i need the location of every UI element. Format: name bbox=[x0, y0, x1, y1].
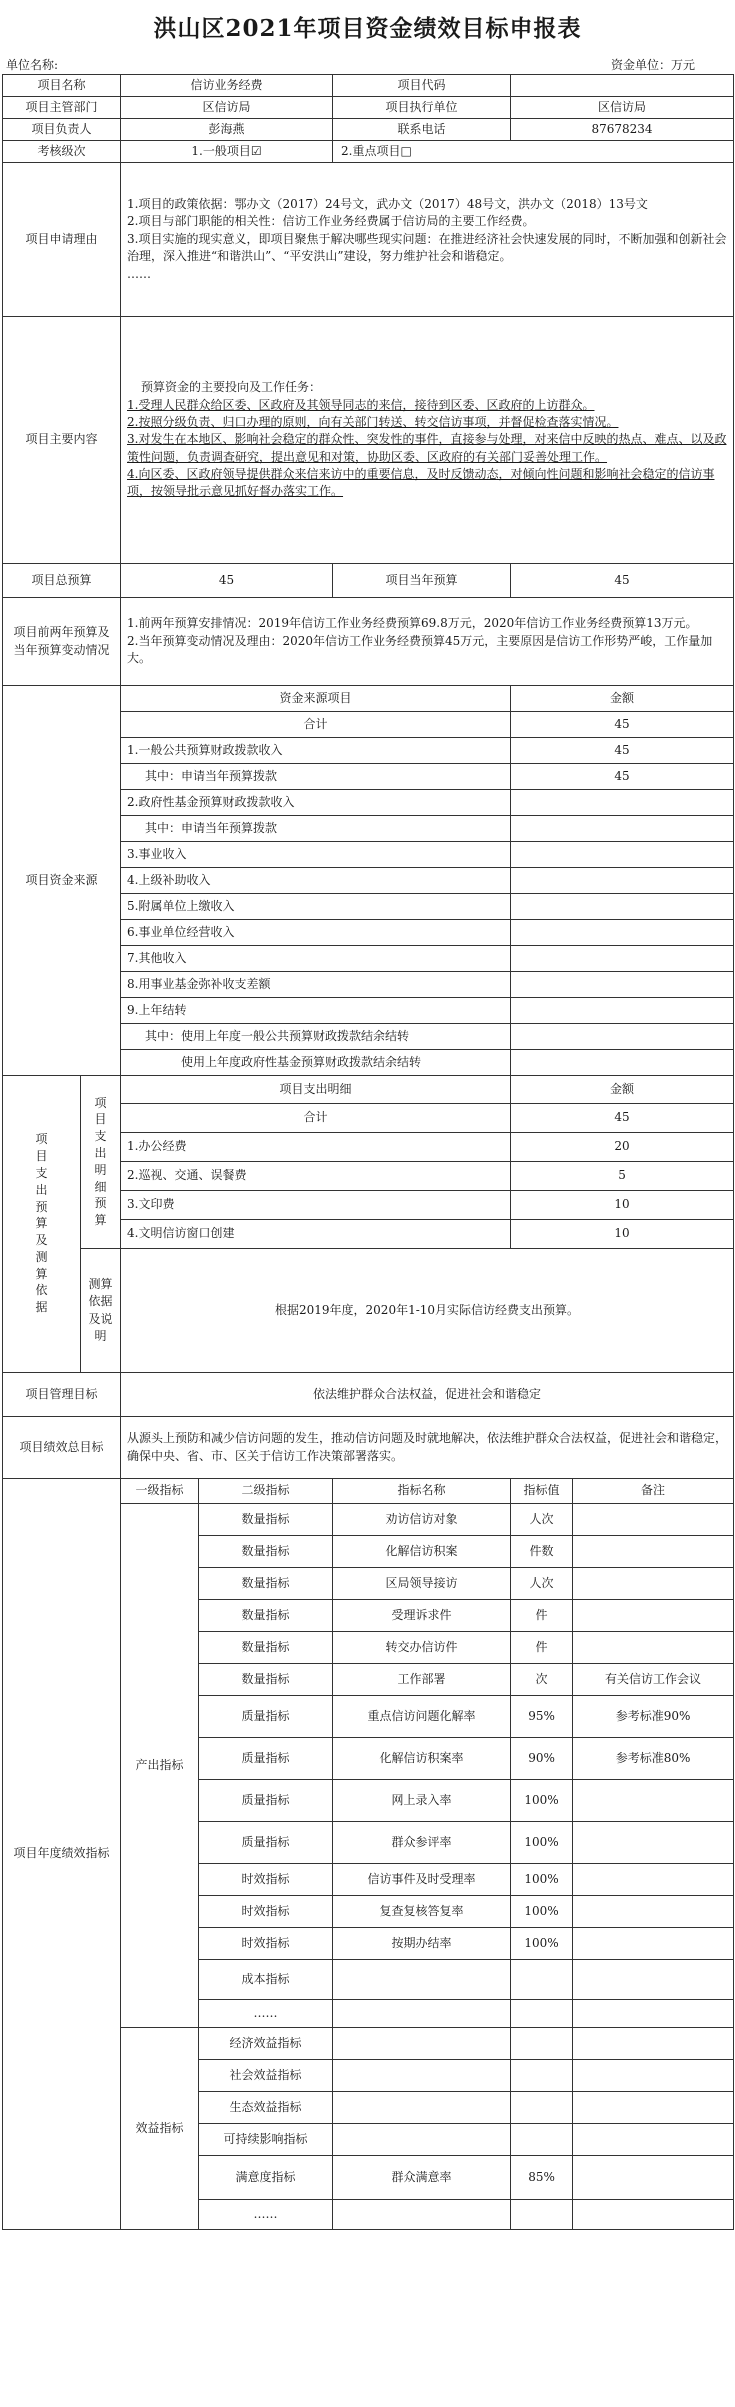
project-name-label: 项目名称 bbox=[3, 75, 121, 97]
indicator-value: 90% bbox=[511, 1738, 573, 1780]
indicator-l2: 质量指标 bbox=[199, 1822, 333, 1864]
indicator-note bbox=[573, 1928, 734, 1960]
funds-row-name: 1.一般公共预算财政拨款收入 bbox=[121, 738, 511, 764]
indicator-value: 件数 bbox=[511, 1536, 573, 1568]
annual-col-value: 指标值 bbox=[511, 1479, 573, 1504]
content-item-2: 2.按照分级负责、归口办理的原则，向有关部门转送、转交信访事项，并督促检查落实情况。 bbox=[127, 414, 619, 429]
funds-row-amount bbox=[511, 998, 734, 1024]
project-name-value: 信访业务经费 bbox=[121, 75, 333, 97]
annual-label: 项目年度绩效指标 bbox=[3, 1479, 121, 2230]
indicator-note bbox=[573, 2156, 734, 2200]
owner-value: 彭海燕 bbox=[121, 119, 333, 141]
indicator-name: 按期办结率 bbox=[333, 1928, 511, 1960]
expense-basis-row bbox=[3, 1249, 734, 1373]
indicator-value: 次 bbox=[511, 1664, 573, 1696]
indicator-note bbox=[573, 2028, 734, 2060]
indicator-name bbox=[333, 2092, 511, 2124]
content-item-4: 4.向区委、区政府领导提供群众来信来访中的重要信息，及时反馈动态，对倾向性问题和影响社会稳定的信访事项，按领导批示意见抓好督办落实工作。 bbox=[127, 467, 715, 499]
funds-row-name: 9.上年结转 bbox=[121, 998, 511, 1024]
indicator-name bbox=[333, 2124, 511, 2156]
funds-row-name: 4.上级补助收入 bbox=[121, 868, 511, 894]
unit-name-label: 单位名称: bbox=[6, 58, 59, 72]
performance-target-table bbox=[2, 74, 734, 2230]
indicator-l2: 质量指标 bbox=[199, 1738, 333, 1780]
indicator-note bbox=[573, 1960, 734, 2000]
indicator-l2: 可持续影响指标 bbox=[199, 2124, 333, 2156]
indicator-value bbox=[511, 2200, 573, 2230]
indicator-l2: 数量指标 bbox=[199, 1568, 333, 1600]
indicator-note bbox=[573, 1504, 734, 1536]
expense-row-amount: 5 bbox=[511, 1162, 734, 1191]
dept-label: 项目主管部门 bbox=[3, 97, 121, 119]
funds-row-amount bbox=[511, 790, 734, 816]
level-label: 考核级次 bbox=[3, 141, 121, 163]
mgmt-label: 项目管理目标 bbox=[3, 1373, 121, 1417]
expense-col-item: 项目支出明细 bbox=[121, 1076, 511, 1104]
indicator-l2: …… bbox=[199, 2200, 333, 2230]
expense-row-name: 合计 bbox=[121, 1104, 511, 1133]
indicator-value: 人次 bbox=[511, 1504, 573, 1536]
indicator-value: 100% bbox=[511, 1780, 573, 1822]
indicator-value bbox=[511, 2092, 573, 2124]
funds-row-amount bbox=[511, 894, 734, 920]
total-budget-label: 项目总预算 bbox=[3, 564, 121, 598]
funds-row-name: 使用上年度政府性基金预算财政拨款结余结转 bbox=[121, 1050, 511, 1076]
expense-row-amount: 20 bbox=[511, 1133, 734, 1162]
output-indicator-label: 产出指标 bbox=[121, 1504, 199, 2028]
funds-row-name: 2.政府性基金预算财政拨款收入 bbox=[121, 790, 511, 816]
funds-row-name: 其中：申请当年预算拨款 bbox=[121, 764, 511, 790]
indicator-note bbox=[573, 1568, 734, 1600]
indicator-l2: 满意度指标 bbox=[199, 2156, 333, 2200]
owner-label: 项目负责人 bbox=[3, 119, 121, 141]
funds-row-amount bbox=[511, 972, 734, 998]
changes-label: 项目前两年预算及当年预算变动情况 bbox=[3, 598, 121, 686]
indicator-l2: 成本指标 bbox=[199, 1960, 333, 2000]
indicator-l2: 数量指标 bbox=[199, 1536, 333, 1568]
indicator-note bbox=[573, 2200, 734, 2230]
indicator-value: 人次 bbox=[511, 1568, 573, 1600]
funds-header-row bbox=[3, 686, 734, 712]
project-code-label: 项目代码 bbox=[333, 75, 511, 97]
indicator-note bbox=[573, 2000, 734, 2028]
indicator-name: 群众参评率 bbox=[333, 1822, 511, 1864]
indicator-note: 参考标准90% bbox=[573, 1696, 734, 1738]
level-key-checkbox: 2.重点项目□ bbox=[333, 141, 734, 163]
indicator-name: 群众满意率 bbox=[333, 2156, 511, 2200]
indicator-note bbox=[573, 1896, 734, 1928]
indicator-l2: 社会效益指标 bbox=[199, 2060, 333, 2092]
project-code-value bbox=[511, 75, 734, 97]
reason-line-4: …… bbox=[127, 266, 152, 281]
funds-row-name: 7.其他收入 bbox=[121, 946, 511, 972]
indicator-l2: 经济效益指标 bbox=[199, 2028, 333, 2060]
content-item-3: 3.对发生在本地区、影响社会稳定的群众性、突发性的事件，直接参与处理，对来信中反映的热点、难点、以及政策性问题，负责调查研究，提出意见和对策，协助区委、区政府的有关部门妥善处理工作。 bbox=[127, 432, 727, 464]
expense-basis-label: 测算依据及说明 bbox=[81, 1249, 121, 1373]
row-content bbox=[3, 317, 734, 564]
expense-label: 项目支出预算及测算依据 bbox=[3, 1076, 81, 1373]
expense-row-name: 1.办公经费 bbox=[121, 1133, 511, 1162]
indicator-name bbox=[333, 2028, 511, 2060]
funds-col-item: 资金来源项目 bbox=[121, 686, 511, 712]
funds-row-name: 6.事业单位经营收入 bbox=[121, 920, 511, 946]
reason-line-1: 1.项目的政策依据：鄂办文（2017）24号文，武办文（2017）48号文，洪办文（2018）13号文 bbox=[127, 197, 648, 212]
indicator-l2: 质量指标 bbox=[199, 1780, 333, 1822]
indicator-name bbox=[333, 2200, 511, 2230]
funds-label: 项目资金来源 bbox=[3, 686, 121, 1076]
indicator-name bbox=[333, 1960, 511, 2000]
expense-detail-label: 项目支出明细预算 bbox=[81, 1076, 121, 1249]
indicator-value: 100% bbox=[511, 1896, 573, 1928]
reason-line-2: 2.项目与部门职能的相关性：信访工作业务经费属于信访局的主要工作经费。 bbox=[127, 214, 535, 229]
funds-row-amount bbox=[511, 946, 734, 972]
current-budget-label: 项目当年预算 bbox=[333, 564, 511, 598]
funds-row-name: 其中：使用上年度一般公共预算财政拨款结余结转 bbox=[121, 1024, 511, 1050]
indicator-note: 参考标准80% bbox=[573, 1738, 734, 1780]
indicator-name: 复查复核答复率 bbox=[333, 1896, 511, 1928]
funds-row-amount bbox=[511, 1050, 734, 1076]
indicator-l2: …… bbox=[199, 2000, 333, 2028]
expense-row-name: 3.文印费 bbox=[121, 1191, 511, 1220]
row-reason bbox=[3, 163, 734, 317]
indicator-name: 受理诉求件 bbox=[333, 1600, 511, 1632]
indicator-note bbox=[573, 1780, 734, 1822]
indicator-name: 信访事件及时受理率 bbox=[333, 1864, 511, 1896]
annual-col-note: 备注 bbox=[573, 1479, 734, 1504]
mgmt-text: 依法维护群众合法权益，促进社会和谐稳定 bbox=[121, 1373, 734, 1417]
phone-label: 联系电话 bbox=[333, 119, 511, 141]
indicator-l2: 时效指标 bbox=[199, 1896, 333, 1928]
indicator-value: 85% bbox=[511, 2156, 573, 2200]
reason-line-3: 3.项目实施的现实意义，即项目聚焦于解决哪些现实问题：在推进经济社会快速发展的同时，不断加强和创新社会治理，深入推进“和谐洪山”、“平安洪山”建设，努力维护社会和谐稳定。 bbox=[127, 231, 727, 264]
form-title: 洪山区2021年项目资金绩效目标申报表 bbox=[153, 15, 582, 42]
funds-row-name: 8.用事业基金弥补收支差额 bbox=[121, 972, 511, 998]
indicator-note bbox=[573, 2124, 734, 2156]
indicator-value: 件 bbox=[511, 1632, 573, 1664]
indicator-l2: 数量指标 bbox=[199, 1504, 333, 1536]
exec-unit-label: 项目执行单位 bbox=[333, 97, 511, 119]
indicator-name bbox=[333, 2000, 511, 2028]
indicator-l2: 生态效益指标 bbox=[199, 2092, 333, 2124]
indicator-name: 重点信访问题化解率 bbox=[333, 1696, 511, 1738]
expense-row-amount: 45 bbox=[511, 1104, 734, 1133]
current-budget-value: 45 bbox=[511, 564, 734, 598]
funds-row-amount bbox=[511, 920, 734, 946]
indicator-note bbox=[573, 1864, 734, 1896]
indicator-note: 有关信访工作会议 bbox=[573, 1664, 734, 1696]
funds-row-amount bbox=[511, 1024, 734, 1050]
indicator-value: 100% bbox=[511, 1864, 573, 1896]
row-budget bbox=[3, 564, 734, 598]
indicator-l2: 数量指标 bbox=[199, 1632, 333, 1664]
indicator-name: 工作部署 bbox=[333, 1664, 511, 1696]
funds-col-amount: 金额 bbox=[511, 686, 734, 712]
row-overall bbox=[3, 1417, 734, 1479]
row-project-name bbox=[3, 75, 734, 97]
indicator-value: 95% bbox=[511, 1696, 573, 1738]
funds-row-name: 3.事业收入 bbox=[121, 842, 511, 868]
indicator-l2: 时效指标 bbox=[199, 1928, 333, 1960]
indicator-note bbox=[573, 1536, 734, 1568]
changes-line-1: 1.前两年预算安排情况：2019年信访工作业务经费预算69.8万元，2020年信访工作业务经费预算13万元。 bbox=[127, 616, 698, 631]
indicator-note bbox=[573, 1822, 734, 1864]
indicator-value bbox=[511, 1960, 573, 2000]
row-dept bbox=[3, 97, 734, 119]
indicator-name: 区局领导接访 bbox=[333, 1568, 511, 1600]
funds-row-amount bbox=[511, 868, 734, 894]
funds-row-name: 合计 bbox=[121, 712, 511, 738]
content-text bbox=[121, 317, 734, 564]
expense-row-name: 2.巡视、交通、误餐费 bbox=[121, 1162, 511, 1191]
indicator-name: 化解信访积案率 bbox=[333, 1738, 511, 1780]
annual-col-l2: 二级指标 bbox=[199, 1479, 333, 1504]
indicator-note bbox=[573, 1600, 734, 1632]
indicator-name bbox=[333, 2060, 511, 2092]
indicator-value bbox=[511, 2000, 573, 2028]
indicator-l2: 数量指标 bbox=[199, 1600, 333, 1632]
exec-unit-value: 区信访局 bbox=[511, 97, 734, 119]
expense-basis-text: 根据2019年度，2020年1-10月实际信访经费支出预算。 bbox=[121, 1249, 734, 1373]
annual-header-row bbox=[3, 1479, 734, 1504]
indicator-value: 件 bbox=[511, 1600, 573, 1632]
indicator-value bbox=[511, 2060, 573, 2092]
expense-row-name: 4.文明信访窗口创建 bbox=[121, 1220, 511, 1249]
annual-col-l1: 一级指标 bbox=[121, 1479, 199, 1504]
level-general-checkbox: 1.一般项目☑ bbox=[121, 141, 333, 163]
expense-header-row bbox=[3, 1076, 734, 1104]
reason-text bbox=[121, 163, 734, 317]
indicator-l2: 质量指标 bbox=[199, 1696, 333, 1738]
indicator-name: 转交办信访件 bbox=[333, 1632, 511, 1664]
funds-row-amount bbox=[511, 816, 734, 842]
indicator-name: 劝访信访对象 bbox=[333, 1504, 511, 1536]
reason-label: 项目申请理由 bbox=[3, 163, 121, 317]
expense-row-amount: 10 bbox=[511, 1191, 734, 1220]
indicator-name: 网上录入率 bbox=[333, 1780, 511, 1822]
overall-label: 项目绩效总目标 bbox=[3, 1417, 121, 1479]
changes-text bbox=[121, 598, 734, 686]
funds-row-name: 其中：申请当年预算拨款 bbox=[121, 816, 511, 842]
indicator-l2: 数量指标 bbox=[199, 1664, 333, 1696]
content-item-1: 1.受理人民群众给区委、区政府及其领导同志的来信，接待到区委、区政府的上访群众。 bbox=[127, 397, 595, 412]
indicator-note bbox=[573, 1632, 734, 1664]
overall-text: 从源头上预防和减少信访问题的发生，推动信访问题及时就地解决，依法维护群众合法权益，促进社会和谐稳定，确保中央、省、市、区关于信访工作决策部署落实。 bbox=[121, 1417, 734, 1479]
indicator-value: 100% bbox=[511, 1928, 573, 1960]
content-label: 项目主要内容 bbox=[3, 317, 121, 564]
total-budget-value: 45 bbox=[121, 564, 333, 598]
indicator-value: 100% bbox=[511, 1822, 573, 1864]
indicator-note bbox=[573, 2092, 734, 2124]
indicator-l2: 时效指标 bbox=[199, 1864, 333, 1896]
indicator-name: 化解信访积案 bbox=[333, 1536, 511, 1568]
indicator-value bbox=[511, 2028, 573, 2060]
row-owner bbox=[3, 119, 734, 141]
content-intro: 预算资金的主要投向及工作任务： bbox=[141, 380, 322, 395]
row-mgmt bbox=[3, 1373, 734, 1417]
dept-value: 区信访局 bbox=[121, 97, 333, 119]
row-changes bbox=[3, 598, 734, 686]
currency-unit-label: 资金单位：万元 bbox=[610, 58, 695, 72]
indicator-value bbox=[511, 2124, 573, 2156]
changes-line-2: 2.当年预算变动情况及理由：2020年信访工作业务经费预算45万元，主要原因是信访工作形势严峻，工作量加大。 bbox=[127, 633, 713, 666]
funds-row-amount: 45 bbox=[511, 764, 734, 790]
benefit-indicator-label: 效益指标 bbox=[121, 2028, 199, 2230]
expense-row-amount: 10 bbox=[511, 1220, 734, 1249]
expense-col-amount: 金额 bbox=[511, 1076, 734, 1104]
funds-row-name: 5.附属单位上缴收入 bbox=[121, 894, 511, 920]
funds-row-amount: 45 bbox=[511, 738, 734, 764]
phone-value: 87678234 bbox=[511, 119, 734, 141]
annual-col-name: 指标名称 bbox=[333, 1479, 511, 1504]
funds-row-amount bbox=[511, 842, 734, 868]
funds-row-amount: 45 bbox=[511, 712, 734, 738]
row-level bbox=[3, 141, 734, 163]
indicator-note bbox=[573, 2060, 734, 2092]
